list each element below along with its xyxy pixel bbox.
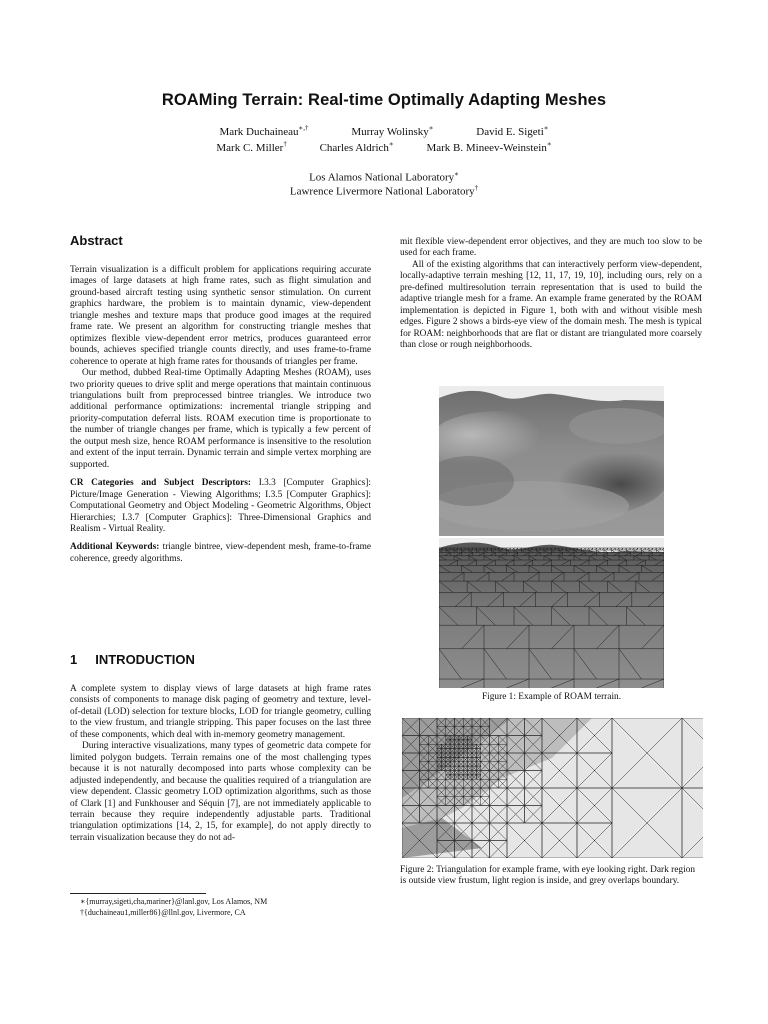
cr-categories bbox=[70, 478, 371, 535]
intro-paragraph: During interactive visualizations, many types of geometric data compete for limited polygon budgets. Terrain remains one of the most challenging types because it is not naturally decomposed into parts whose complexity can be adjusted independently, and because the qualities required of a triangulation are view dependent. Classic geometry LOD optimization algorithms, such as those of Clark [1] and Funkhouser and Séquin [7], are not immediately applicable to terrain because they require independently adjustable parts. Traditional triangulation optimizations [14, 2, 15, for example], do not apply directly to terrain visualization because they do not ad- bbox=[70, 741, 371, 843]
paper-title: ROAMing Terrain: Real-time Optimally Adapting Meshes bbox=[161, 91, 607, 109]
abstract-paragraph: Terrain visualization is a difficult problem for applications requiring accurate images of large datasets at high frame rates, such as flight simulation and ground-based aircraft testing using synthetic sensor stimulation. On current graphics hardware, the problem is to maintain dynamic, view-dependent triangle meshes and texture maps that produce good images at the required frame rate. We present an algorithm for constructing triangle meshes that optimizes flexible view-dependent error metrics, produces guaranteed error bounds, achieves specified triangle counts directly, and uses frame-to-frame coherence to operate at high frame rates for thousands of triangles per frame. bbox=[70, 265, 371, 367]
figure-2-triangulation bbox=[402, 718, 703, 858]
cr-label: CR Categories and Subject Descriptors: bbox=[70, 478, 252, 489]
body-paragraph: All of the existing algorithms that can interactively perform view-dependent, locally-adaptive terrain meshing [12, 11, 17, 19, 10], including ours, rely on a pre-defined multiresolution terrain representation that is used to build the adaptive triangle mesh for a frame. An example frame generated by the ROAM implementation is depicted in Figure 1, both with and without visible mesh edges. Figure 2 shows a birds-eye view of the domain mesh. The mesh is typical for ROAM: neighborhoods that are flat or distant are triangulated more coarsely than close or rough neighborhoods. bbox=[400, 259, 702, 351]
keywords-text: triangle bintree, view-dependent mesh, frame-to-frame coherence, greedy algorithms. bbox=[70, 542, 372, 564]
author: Mark Duchaineau∗,† bbox=[219, 124, 309, 138]
keywords-label: Additional Keywords: bbox=[70, 542, 160, 553]
figure-1-terrain-mesh bbox=[439, 538, 664, 688]
author: Charles Aldrich∗ bbox=[319, 140, 394, 154]
footnote: ∗{murray,sigeti,cha,mariner}@lanl.gov, Los Alamos, NM bbox=[80, 897, 268, 906]
figure-1-caption: Figure 1: Example of ROAM terrain. bbox=[481, 692, 622, 702]
figure-2-caption: Figure 2: Triangulation for example frame, with eye looking right. Dark region is outside view frustum, light region is inside, and grey overlaps boundary. bbox=[400, 865, 696, 887]
keywords bbox=[70, 542, 371, 565]
author: Murray Wolinsky∗ bbox=[351, 124, 434, 138]
affiliation: Lawrence Livermore National Laboratory† bbox=[289, 184, 479, 198]
abstract-body bbox=[70, 265, 371, 565]
abstract-paragraph: Our method, dubbed Real-time Optimally Adapting Meshes (ROAM), uses two priority queues to drive split and merge operations that maintain continuous triangulations built from preprocessed bintree triangles. We introduce two additional performance optimizations: incremental triangle stripping and priority-computation deferral lists. ROAM execution time is proportionate to the number of triangle changes per frame, which is typically a few percent of the output mesh size, hence ROAM performance is insensitive to the resolution and extent of the input terrain. Dynamic terrain and simple vertex morphing are supported. bbox=[70, 368, 371, 470]
author: Mark B. Mineev-Weinstein∗ bbox=[426, 140, 552, 154]
body-paragraph: mit flexible view-dependent error objectives, and they are much too slow to be used for each frame. bbox=[400, 237, 702, 259]
author: David E. Sigeti∗ bbox=[476, 124, 549, 138]
footnote-rule bbox=[70, 893, 206, 894]
section-heading: 1 INTRODUCTION bbox=[70, 652, 195, 667]
intro-body bbox=[70, 684, 371, 844]
authors-row-2 bbox=[0, 140, 768, 154]
affiliation: Los Alamos National Laboratory∗ bbox=[309, 170, 459, 184]
author: Mark C. Miller† bbox=[216, 140, 287, 154]
right-column-text bbox=[400, 237, 702, 352]
footnote: †{duchaineau1,miller86}@llnl.gov, Livermore, CA bbox=[80, 908, 246, 917]
cr-text: I.3.3 [Computer Graphics]: Picture/Image Generation - Viewing Algorithms; I.3.5 [Computer Graphics]: Computational Geometry and Object Modeling - Geometric Algorithms, Object Hierarchies; I.3.7 [Computer Graphics]: Three-Dimensional Graphics and Realism - Virtual Reality. bbox=[70, 478, 371, 534]
intro-paragraph: A complete system to display views of large datasets at high frame rates consists of components to manage disk paging of geometry and texture, level-of-detail (LOD) selection for texture blocks, LOD for triangle geometry, culling to the view frustum, and triangle stripping. This paper focuses on the last three of these components, which deal with in-memory geometry management. bbox=[70, 684, 371, 740]
authors-row-1 bbox=[0, 124, 768, 138]
abstract-heading: Abstract bbox=[70, 233, 123, 248]
figure-1-terrain-render bbox=[439, 386, 664, 536]
